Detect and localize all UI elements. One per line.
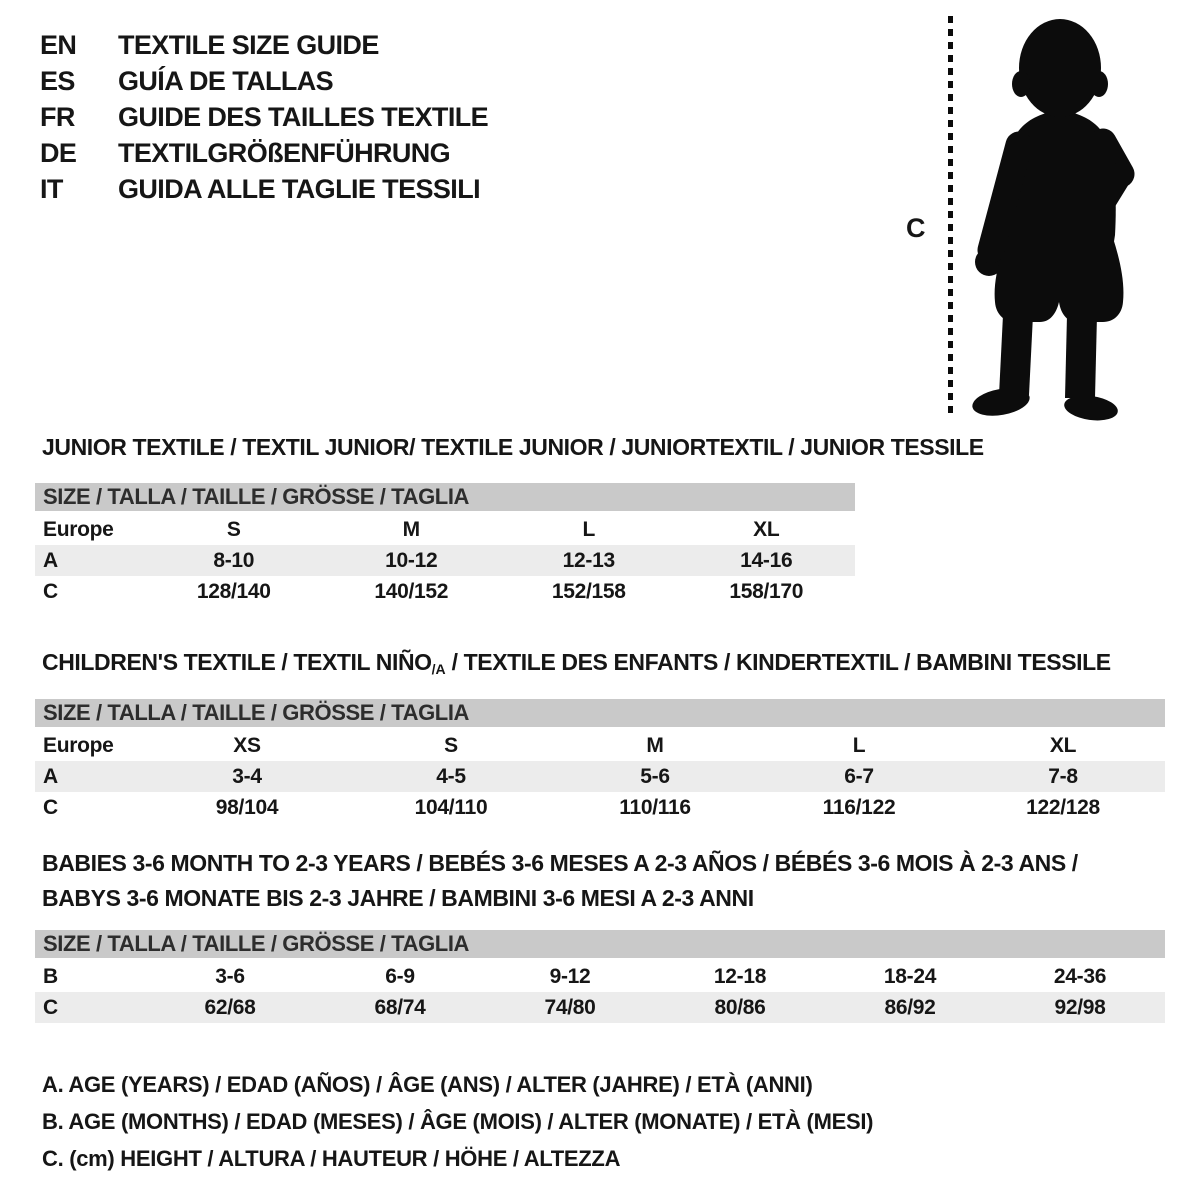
title-segment: CHILDREN'S TEXTILE / TEXTIL NIÑO [42, 649, 432, 675]
table-row [35, 730, 1165, 761]
language-title: GUIDA ALLE TAGLIE TESSILI [118, 173, 480, 204]
height-dashed-line [948, 16, 953, 418]
size-header-bar: SIZE / TALLA / TAILLE / GRÖSSE / TAGLIA [35, 483, 855, 511]
section-junior [35, 430, 984, 607]
section-title [42, 645, 1165, 687]
language-title-list [40, 27, 488, 207]
height-measure-label: C [906, 213, 926, 243]
row-label: C [43, 579, 58, 603]
cell-value: 104/110 [414, 795, 488, 819]
section-title [42, 430, 984, 465]
row-label: C [43, 795, 58, 819]
title-segment: BABIES 3-6 MONTH TO 2-3 YEARS / BEBÉS 3-6 MESES A 2-3 AÑOS / BÉBÉS 3-6 MOIS À 2-3 ANS / [42, 850, 1078, 876]
cell-value: 5-6 [640, 764, 670, 788]
size-table [35, 514, 855, 607]
toddler-silhouette [955, 10, 1140, 425]
cell-value: 12-18 [713, 964, 767, 988]
language-code: FR [40, 101, 75, 132]
cell-value: S [444, 733, 458, 757]
table-row [35, 514, 855, 545]
cell-value: 86/92 [884, 995, 936, 1019]
language-row [40, 27, 488, 63]
size-table [35, 961, 1165, 1023]
cell-value: XL [753, 517, 780, 541]
language-title: TEXTILE SIZE GUIDE [118, 29, 379, 60]
language-title: GUIDE DES TAILLES TEXTILE [118, 101, 489, 132]
cell-value: 10-12 [385, 548, 438, 572]
language-row [40, 171, 488, 207]
table-row [35, 545, 855, 576]
cell-value: 24-36 [1053, 964, 1107, 988]
language-row [40, 63, 488, 99]
row-label: A [43, 764, 58, 788]
cell-value: 152/158 [551, 579, 626, 603]
language-code: IT [40, 173, 63, 204]
footnotes [42, 1066, 873, 1177]
cell-value: 9-12 [549, 964, 591, 988]
row-label: B [43, 964, 58, 988]
cell-value: 92/98 [1054, 995, 1106, 1019]
cell-value: 6-9 [385, 964, 415, 988]
cell-value: 110/116 [619, 795, 691, 819]
title-segment: / TEXTILE DES ENFANTS / KINDERTEXTIL / BAMBINI TESSILE [445, 649, 1111, 675]
cell-value: 122/128 [1026, 795, 1100, 819]
cell-value: 62/68 [204, 995, 256, 1019]
cell-value: 4-5 [436, 764, 466, 788]
cell-value: S [226, 517, 241, 541]
footnote-line: B. AGE (MONTHS) / EDAD (MESES) / ÂGE (MOIS) / ALTER (MONATE) / ETÀ (MESI) [42, 1109, 874, 1134]
size-table [35, 730, 1165, 823]
cell-value: 140/152 [374, 579, 449, 603]
cell-value: 158/170 [729, 579, 804, 603]
title-segment: JUNIOR TEXTILE / TEXTIL JUNIOR/ TEXTILE JUNIOR / JUNIORTEXTIL / JUNIOR TESSILE [42, 434, 984, 460]
row-label: Europe [43, 733, 114, 757]
cell-value: 116/122 [822, 795, 896, 819]
cell-value: 98/104 [215, 795, 279, 819]
cell-value: XL [1049, 733, 1077, 757]
table-row [35, 961, 1165, 992]
language-code: DE [40, 137, 77, 168]
language-title: TEXTILGRÖßENFÜHRUNG [118, 137, 451, 168]
section-children [35, 645, 1165, 823]
cell-value: 3-4 [232, 764, 262, 788]
language-title: GUÍA DE TALLAS [118, 65, 334, 96]
cell-value: L [582, 517, 596, 541]
table-row [35, 761, 1165, 792]
size-header-bar: SIZE / TALLA / TAILLE / GRÖSSE / TAGLIA [35, 699, 1165, 727]
cell-value: 8-10 [213, 548, 255, 572]
cell-value: M [646, 733, 664, 757]
language-code: ES [40, 65, 75, 96]
title-segment: BABYS 3-6 MONATE BIS 2-3 JAHRE / BAMBINI 3-6 MESI A 2-3 ANNI [42, 885, 754, 911]
cell-value: 12-13 [562, 548, 615, 572]
cell-value: 68/74 [374, 995, 426, 1019]
language-row [40, 135, 488, 171]
section-title-line [42, 430, 984, 465]
row-label: Europe [43, 517, 114, 541]
table-row [35, 792, 1165, 823]
language-code: EN [40, 29, 77, 60]
cell-value: 14-16 [740, 548, 793, 572]
cell-value: 3-6 [215, 964, 245, 988]
footnote-line: C. (cm) HEIGHT / ALTURA / HAUTEUR / HÖHE / ALTEZZA [42, 1146, 621, 1171]
table-row [35, 992, 1165, 1023]
cell-value: 80/86 [714, 995, 766, 1019]
cell-value: L [852, 733, 866, 757]
section-title-line [42, 645, 1165, 687]
cell-value: XS [233, 733, 261, 757]
row-label: C [43, 995, 58, 1019]
cell-value: 18-24 [883, 964, 937, 988]
cell-value: 128/140 [196, 579, 271, 603]
cell-value: 74/80 [544, 995, 596, 1019]
cell-value: M [402, 517, 420, 541]
size-header-bar: SIZE / TALLA / TAILLE / GRÖSSE / TAGLIA [35, 930, 1165, 958]
language-row [40, 99, 488, 135]
section-title-line [42, 881, 1165, 916]
row-label: A [43, 548, 58, 572]
cell-value: 7-8 [1048, 764, 1078, 788]
footnote-line: A. AGE (YEARS) / EDAD (AÑOS) / ÂGE (ANS) / ALTER (JAHRE) / ETÀ (ANNI) [42, 1072, 813, 1097]
cell-value: 6-7 [844, 764, 874, 788]
title-segment: /A [431, 661, 446, 677]
section-babies [35, 846, 1165, 1023]
section-title [42, 846, 1165, 916]
section-title-line [42, 846, 1165, 881]
table-row [35, 576, 855, 607]
